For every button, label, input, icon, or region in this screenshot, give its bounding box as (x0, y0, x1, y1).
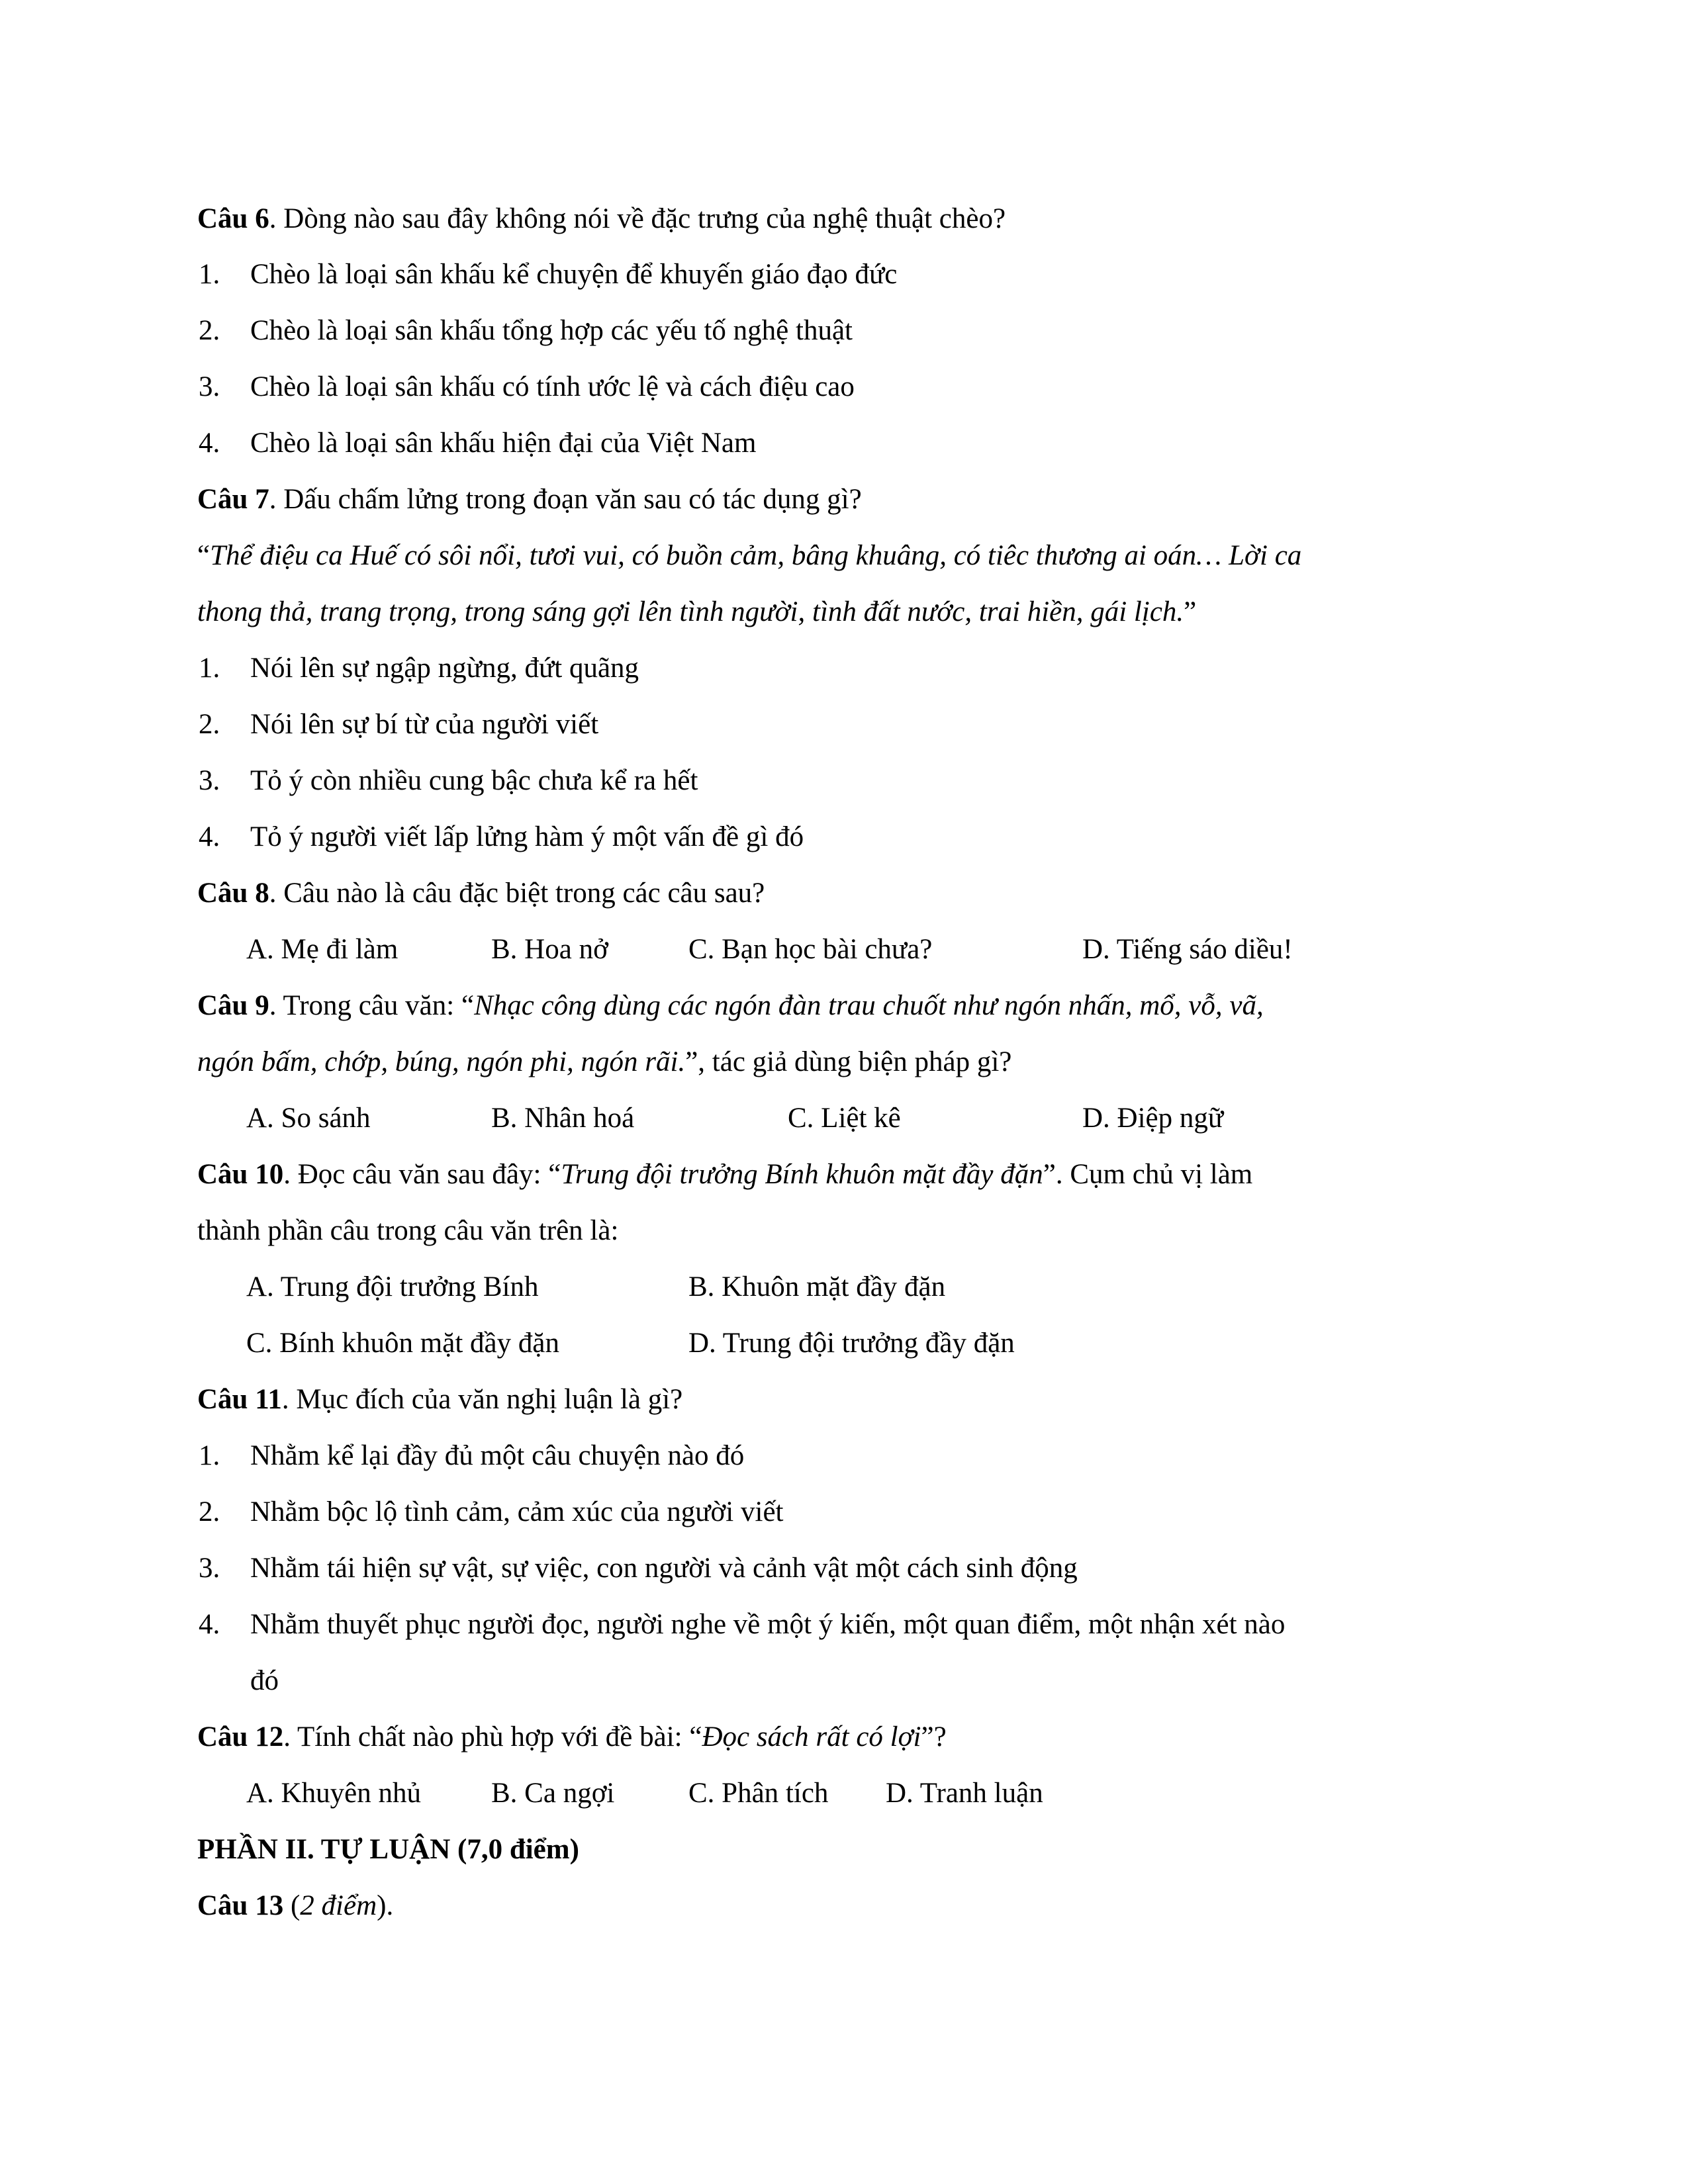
points-text: 2 điểm (300, 1890, 377, 1921)
item-text: Nhằm kể lại đầy đủ một câu chuyện nào đó (250, 1440, 745, 1471)
item-number: 4. (199, 428, 220, 459)
option-c: C. Bính khuôn mặt đầy đặn (246, 1328, 559, 1359)
question-10-cont (197, 1216, 618, 1245)
section-heading: PHẦN II. TỰ LUẬN (7,0 điểm) (197, 1834, 579, 1865)
question-text: ( (283, 1890, 301, 1921)
option-a: A. Mẹ đi làm (246, 934, 399, 965)
item-text: Tỏ ý người viết lấp lửng hàm ý một vấn đề gì đó (250, 821, 804, 852)
option-a: A. So sánh (246, 1103, 371, 1134)
item-text: Chèo là loại sân khấu kể chuyện để khuyến giáo đạo đức (250, 259, 898, 290)
item-number: 4. (199, 821, 220, 852)
option-d: D. Tiếng sáo diều! (1082, 934, 1293, 965)
quote-line (197, 598, 1196, 626)
item-number: 2. (199, 315, 220, 346)
quote-line (197, 541, 1301, 570)
option-b: B. Nhân hoá (491, 1103, 635, 1134)
item-text: đó (250, 1665, 279, 1696)
item-text: Nói lên sự ngập ngừng, đứt quãng (250, 653, 639, 684)
question-text: . Dấu chấm lửng trong đoạn văn sau có tác dụng gì? (269, 484, 862, 515)
question-text: . Đọc câu văn sau đây: “ (283, 1159, 561, 1190)
item-text: Chèo là loại sân khấu có tính ước lệ và cách điệu cao (250, 371, 855, 402)
option-d: D. Điệp ngữ (1082, 1103, 1224, 1134)
quote-text: thong thả, trang trọng, trong sáng gợi lên tình người, tình đất nước, trai hiền, gái lịch. (197, 596, 1184, 627)
quote-text: Trung đội trưởng Bính khuôn mặt đầy đặn (561, 1159, 1043, 1190)
question-label: Câu 13 (197, 1890, 284, 1921)
quote-text: ngón bấm, chớp, búng, ngón phi, ngón rãi. (197, 1046, 686, 1077)
item-text: Nhằm thuyết phục người đọc, người nghe về một ý kiến, một quan điểm, một nhận xét nào (250, 1609, 1286, 1640)
open-quote: “ (197, 540, 211, 571)
question-10 (197, 1160, 1252, 1189)
question-8 (197, 879, 765, 907)
question-6 (197, 205, 1006, 233)
question-label: Câu 8 (197, 878, 269, 909)
option-a: A. Trung đội trưởng Bính (246, 1271, 539, 1302)
item-text: Nhằm bộc lộ tình cảm, cảm xúc của người viết (250, 1496, 784, 1527)
question-text: . Dòng nào sau đây không nói về đặc trưng của nghệ thuật chèo? (269, 203, 1006, 234)
item-number: 2. (199, 709, 220, 740)
question-text: ”. Cụm chủ vị làm (1043, 1159, 1253, 1190)
question-label: Câu 6 (197, 203, 269, 234)
question-label: Câu 12 (197, 1721, 284, 1752)
item-text: Chèo là loại sân khấu tổng hợp các yếu tố nghệ thuật (250, 315, 853, 346)
option-c: C. Liệt kê (788, 1103, 901, 1134)
quote-text: Đọc sách rất có lợi (702, 1721, 921, 1752)
question-text: . Trong câu văn: “ (269, 990, 475, 1021)
question-text: . Mục đích của văn nghị luận là gì? (281, 1384, 683, 1415)
option-c: C. Phân tích (688, 1778, 829, 1809)
item-text: Tỏ ý còn nhiều cung bậc chưa kể ra hết (250, 765, 698, 796)
option-c: C. Bạn học bài chưa? (688, 934, 933, 965)
question-7 (197, 485, 862, 514)
question-text: ”, tác giả dùng biện pháp gì? (685, 1046, 1012, 1077)
question-label: Câu 9 (197, 990, 269, 1021)
question-11 (197, 1385, 682, 1414)
question-text: ”? (921, 1721, 947, 1752)
item-text: Nói lên sự bí từ của người viết (250, 709, 599, 740)
item-number: 3. (199, 1553, 220, 1584)
option-d: D. Tranh luận (886, 1778, 1043, 1809)
question-label: Câu 7 (197, 484, 269, 515)
item-number: 3. (199, 765, 220, 796)
question-label: Câu 11 (197, 1384, 282, 1415)
item-number: 1. (199, 653, 220, 684)
quote-text: Thể điệu ca Huế có sôi nổi, tươi vui, có buồn cảm, bâng khuâng, có tiêc thương ai oán… Lời ca (210, 540, 1302, 571)
question-13 (197, 1891, 393, 1920)
question-text: ). (377, 1890, 394, 1921)
item-number: 3. (199, 371, 220, 402)
item-number: 1. (199, 259, 220, 290)
question-text: . Câu nào là câu đặc biệt trong các câu sau? (269, 878, 765, 909)
question-text: thành phần câu trong câu văn trên là: (197, 1215, 619, 1246)
option-b: B. Hoa nở (491, 934, 608, 965)
item-text: Chèo là loại sân khấu hiện đại của Việt Nam (250, 428, 757, 459)
item-number: 2. (199, 1496, 220, 1527)
option-d: D. Trung đội trưởng đầy đặn (688, 1328, 1015, 1359)
close-quote: ” (1184, 596, 1197, 627)
question-label: Câu 10 (197, 1159, 284, 1190)
item-number: 4. (199, 1609, 220, 1640)
item-number: 1. (199, 1440, 220, 1471)
question-text: . Tính chất nào phù hợp với đề bài: “ (283, 1721, 702, 1752)
question-9-cont (197, 1048, 1011, 1076)
option-b: B. Khuôn mặt đầy đặn (688, 1271, 946, 1302)
quote-text: Nhạc công dùng các ngón đàn trau chuốt như ngón nhấn, mổ, vỗ, vã, (474, 990, 1264, 1021)
item-text: Nhằm tái hiện sự vật, sự việc, con người và cảnh vật một cách sinh động (250, 1553, 1078, 1584)
list-item-cont (250, 1666, 279, 1695)
question-9 (197, 991, 1264, 1020)
option-a: A. Khuyên nhủ (246, 1778, 421, 1809)
option-b: B. Ca ngợi (491, 1778, 615, 1809)
question-12 (197, 1723, 947, 1751)
